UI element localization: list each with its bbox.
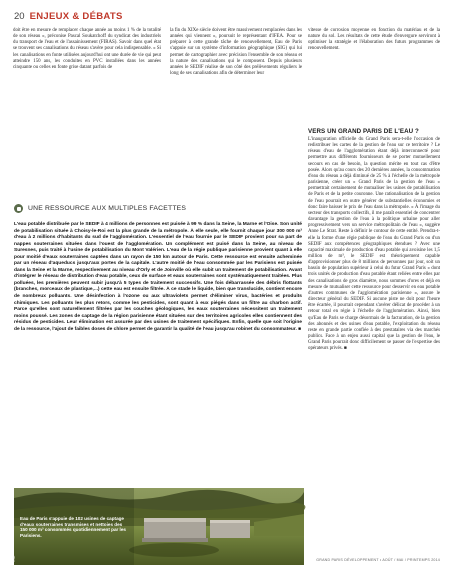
column-2 bbox=[170, 28, 302, 78]
paragraph: la fin du XIXe siècle doivent être massivement remplacées dans les années qui viennent », poursuit le représentant d'IFEA. Pour se préparer à cette grande tâche de renouvellement, Eau de Paris s'appuie sur un système d'information géographique (SIG) qui lui permet de cartographier avec précision l'ensemble de son réseau et la nature des canalisations qui le composent. Depuis plusieurs années le SEDIF réalise de son côté des prélèvements réguliers le long de ses canalisations afin de déterminer leur bbox=[170, 28, 302, 77]
box-heading: UNE RESSOURCE AUX MULTIPLES FACETTES bbox=[28, 205, 187, 212]
box-title bbox=[14, 204, 186, 213]
droplet-icon bbox=[14, 204, 23, 213]
page-number: 20 bbox=[14, 10, 25, 22]
section-title: ENJEUX & DÉBATS bbox=[29, 10, 123, 22]
box-text: L'eau potable distribuée par le SEDIF à 4 millions de personnes est puisée à 99 % dans la Seine, la Marne et l'Oise. Son unité de potabilisation située à Choisy-le-Roi est la plus grande de la métropole. À elle seule, elle fournit chaque jour 300 000 m³ d'eau à 2 millions d'habitants du sud de l'agglomération. L'essentiel de l'eau fournie par le SEDIF provient pour sa part de nappes souterraines situées dans l'ouest de l'agglomération. Un complément est puisé dans la Seine, au niveau de Suresnes, puis traité à l'usine de potabilisation du Mont Valérien. L'eau de la régie publique parisienne provient quant à elle pour moitié d'eaux souterraines captées dans un rayon de 150 km autour de Paris. Cette ressource est ensuite acheminée par un réseau d'aqueducs jusqu'aux portes de la capitale. L'autre moitié de l'eau consommée par les Parisiens est puisée dans la Seine et la Marne, respectivement au niveau d'Orly et de Joinville où elle subit un traitement de potabilisation. Avant d'intégrer le réseau de distribution d'eau potable, ceux de surface et eaux souterraines sont systématiquement traitées. Plus polluées, les premières peuvent subir jusqu'à 5 types de traitement successifs. Une fois débarrassée des débris flottants (branches, morceaux de plastique,...) cette eau est ensuite filtrée. À ce stade le liquide, bien que translucide, contient encore de nombreux polluants. Une désinfection à l'ozone ou aux ultraviolets permet d'éliminer virus, bactéries et produits chimiques. Les polluants les plus retors, comme les pesticides, sont quant à eux piégés dans un filtre au charbon actif. Parce qu'elles sont naturellement filtrées par les couches géologiques, les eaux souterraines nécessitent un traitement moins poussé. Les zones de captage de la région parisienne étant situées sur des territoires agricoles elles contiennent des résidus de pesticides. Leur élimination est assurée par des usines de traitement spécifiques. Enfin, quelle que soit l'origine de la ressource, l'ajout de faibles doses de chlore permet de garantir la qualité de l'eau jusqu'au robinet du consommateur. ■ bbox=[14, 222, 302, 332]
column-1 bbox=[13, 28, 161, 72]
photo-credit: © DR bbox=[13, 555, 16, 562]
paragraph: L'inauguration officielle du Grand Paris sera-t-elle l'occasion de redistribuer les cartes de la gestion de l'eau sur ce territoire ? Le réseau d'eau de l'agglomération étant déjà interconnecté pour permettre aux différents fournisseurs de se porter mutuellement secours en cas de besoin, la question mérite en tout cas d'être posée. Alors qu'au cours des 20 dernières années, la consommation d'eau du réseau a déjà diminué de 25 % à l'échelle de la métropole parisienne, créer un « Grand Paris de la gestion de l'eau » permettrait certainement de mutualiser les usines de potabilisation de Paris et de la petite couronne. Une rationalisation de la gestion de l'eau pourrait en outre générer de substantielles économies et donc faire baisser le prix de l'eau dans la métropole. « À l'image du secteur des transports collectifs, il me paraît essentiel de concentrer davantage la gestion de l'eau à la politique urbaine pour aller progressivement vers un service métropolitain de l'eau », suggère Anne Le Strat. Reste à définir le contour de cette entité. Prendra-t-elle la forme d'une régie publique de l'eau du Grand Paris ou d'un SEDIF aux compétences géographiques étendues ? Avec une capacité maximale de production d'eau potable qui avoisine les 1,5 million de m³, le SEDIF est théoriquement capable d'approvisionner plus de 8 millions de personnes par jour, soit un bassin de population supérieur à celui du futur Grand Paris « dont trois unités de production d'eau potable étant reliées entre elles par des canalisations de gros diamètre, nous sommes d'ores et déjà en mesure de mutualiser cette ressource pour desservir en eau potable d'autres communes de l'agglomération parisienne », assure le directeur général du SEDIF. Si aucune piste ne doit pour l'heure être écartée, il pourrait cependant s'avérer délicat de procéder à un retour total en régie à l'échelle de l'agglomération. Ainsi, bien qu'Eau de Paris se charge désormais de la facturation, de la gestion des abonnés et des usines d'eau potable, l'exploitation du réseau reste en grande partie confiée à des prestataires via des marchés publics. Face à un enjeu aussi capital que la gestion de l'eau, le Grand Paris pourrait donc difficilement se passer de l'expertise des opérateurs privés. ■ bbox=[308, 137, 440, 352]
column-3-body bbox=[308, 137, 440, 352]
photo-water-tanks bbox=[14, 488, 304, 565]
page-footer: GRAND PARIS DÉVELOPPEMENT • AOÛT / MAI / PRINTEMPS 2014 bbox=[316, 558, 440, 562]
page-header bbox=[14, 9, 123, 23]
paragraph: vitesse de corrosion moyenne en fonction du matériau et de la nature du sol. Les résultats de cette étude d'envergure serviront à optimiser la stratégie et l'élaboration des futurs programmes de renouvellement. bbox=[308, 28, 440, 52]
photo-caption: Eau de Paris s'appuie de 102 usines de captage d'eaux souterraines transmises et nettoies des 150 000 m³ consommés quotidiennement par les Parisiens. bbox=[20, 516, 126, 538]
subheading: VERS UN GRAND PARIS DE L'EAU ? bbox=[308, 128, 419, 135]
paragraph: doit être en mesure de remplacer chaque année au moins 1 % de la totalité de son réseau », préconise Pascal Soukatchoff du syndicat des industriels du transport de l'eau et de l'assainissement (FIRAS). Savoir dans quel état se trouvent ses canalisations du réseau s'avère pour cela indispensable. « Si les canalisations en fonte utilisées aujourd'hui ont une durée de vie qui peut atteindre 150 ans, les conduites en PVC installées dans les années cinquante ou celles en fonte grise datant parfois de bbox=[13, 28, 161, 70]
column-3-top bbox=[308, 28, 440, 54]
